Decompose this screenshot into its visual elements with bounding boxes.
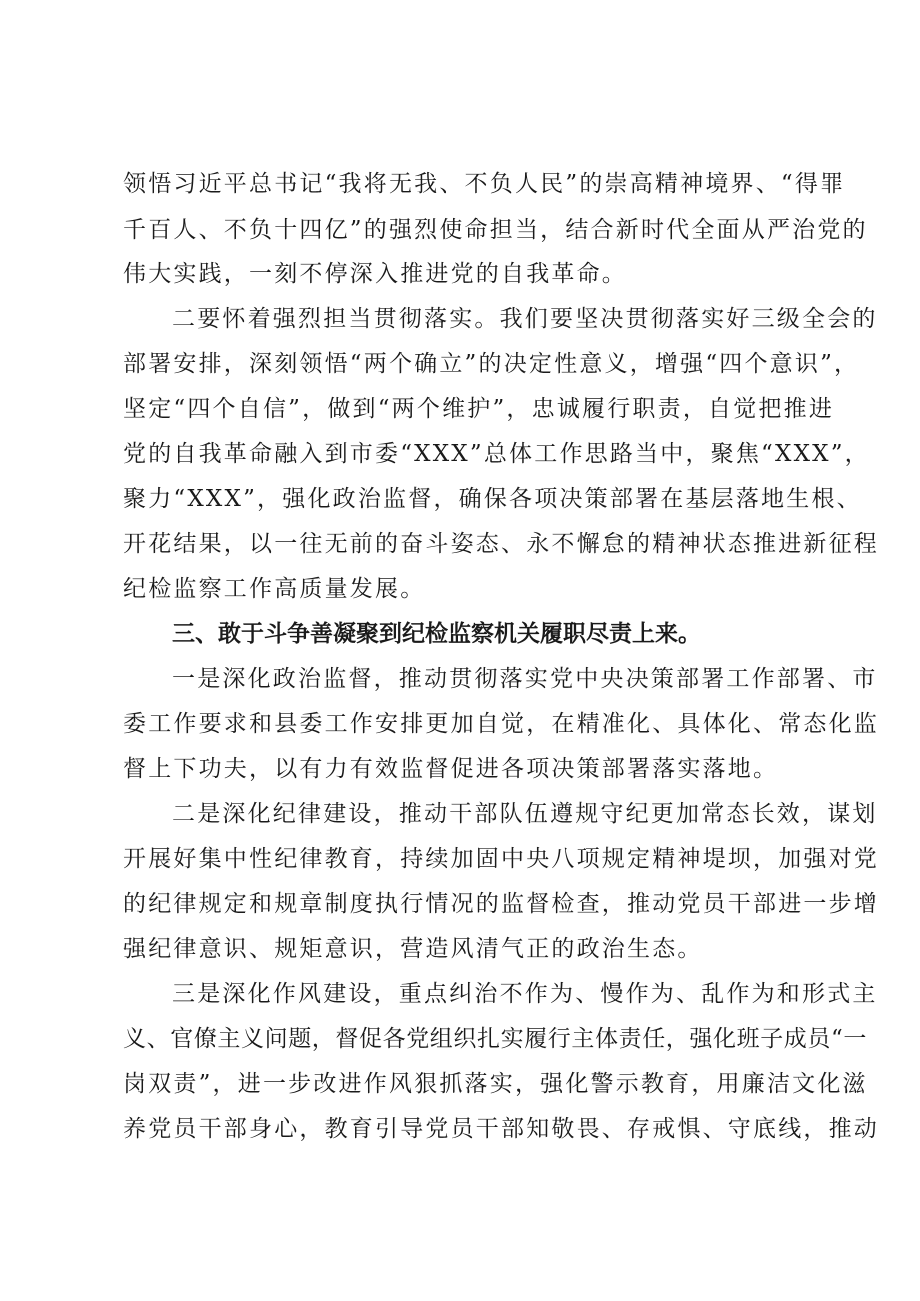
- body-line: 坚定“四个自信”，做到“两个维护”，忠诚履行职责，自觉把推进: [123, 396, 835, 422]
- body-line: 千百人、不负十四亿”的强烈使命担当，结合新时代全面从严治党的: [123, 217, 868, 243]
- body-line: 岗双责”，进一步改进作风狠抓落实，强化警示教育，用廉洁文化滋: [123, 1071, 868, 1097]
- body-line: 部署安排，深刻领悟“两个确立”的决定性意义，增强“四个意识”，: [123, 351, 860, 377]
- body-line: 委工作要求和县委工作安排更加自觉，在精准化、具体化、常态化监: [123, 711, 879, 737]
- body-line: 领悟习近平总书记“我将无我、不负人民”的崇高精神境界、“得罪: [123, 171, 846, 197]
- body-line: 伟大实践，一刻不停深入推进党的自我革命。: [123, 261, 627, 287]
- body-line: 纪检监察工作高质量发展。: [123, 576, 426, 602]
- paragraph-first-line: 二要怀着强烈担当贯彻落实。我们要坚决贯彻落实好三级全会的: [172, 306, 878, 332]
- paragraph-first-line: 二是深化纪律建设，推动干部队伍遵规守纪更加常态长效，谋划: [172, 801, 878, 827]
- body-line: 党的自我革命融入到市委“XXX”总体工作思路当中，聚焦“XXX”，: [123, 441, 870, 467]
- body-line: 督上下功夫，以有力有效监督促进各项决策部署落实落地。: [123, 756, 779, 782]
- body-line: 养党员干部身心，教育引导党员干部知敬畏、存戒惧、守底线，推动: [123, 1116, 879, 1142]
- body-line: 强纪律意识、规矩意识，营造风清气正的政治生态。: [123, 936, 703, 962]
- section-heading: 三、敢于斗争善凝聚到纪检监察机关履职尽责上来。: [172, 621, 701, 647]
- body-line: 开展好集中性纪律教育，持续加固中央八项规定精神堤坝，加强对党: [123, 846, 879, 872]
- body-line: 义、官僚主义问题，督促各党组织扎实履行主体责任，强化班子成员“一: [123, 1026, 867, 1052]
- paragraph-first-line: 一是深化政治监督，推动贯彻落实党中央决策部署工作部署、市: [172, 666, 878, 692]
- body-line: 聚力“XXX”，强化政治监督，确保各项决策部署在基层落地生根、: [123, 486, 862, 512]
- body-line: 的纪律规定和规章制度执行情况的监督检查，推动党员干部进一步增: [123, 891, 879, 917]
- body-line: 开花结果，以一往无前的奋斗姿态、永不懈怠的精神状态推进新征程: [123, 531, 879, 557]
- paragraph-first-line: 三是深化作风建设，重点纠治不作为、慢作为、乱作为和形式主: [172, 981, 878, 1007]
